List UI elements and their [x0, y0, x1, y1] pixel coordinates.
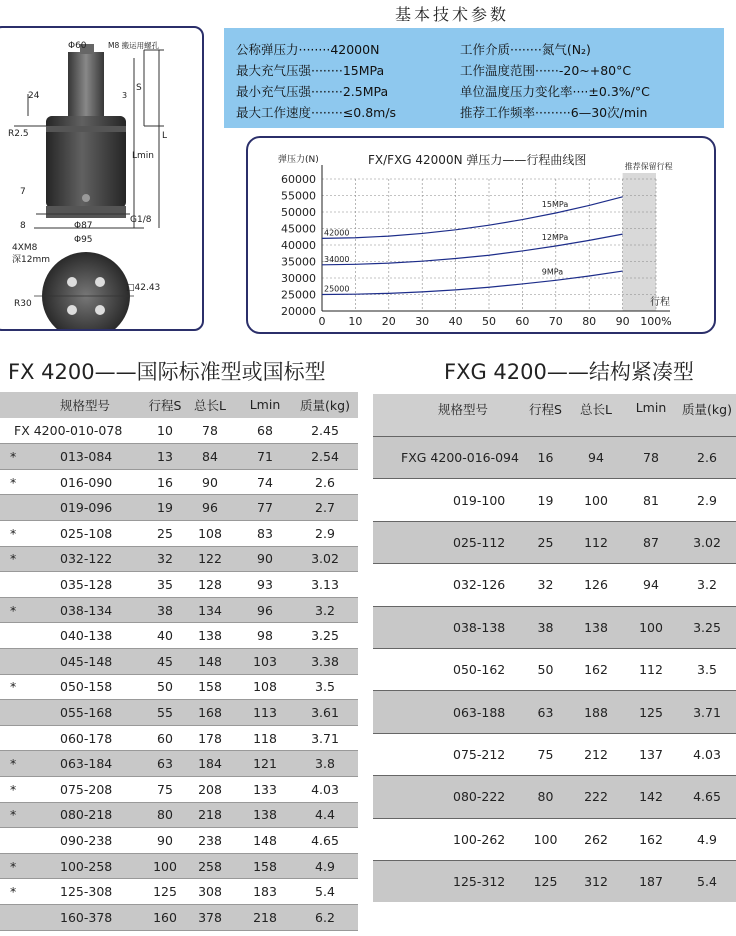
cell-l: 138 [584, 619, 608, 635]
table-row [0, 419, 358, 445]
cell-kg: 3.71 [693, 704, 721, 720]
cell-model: 032-126 [453, 577, 506, 593]
cell-lmin: 96 [257, 602, 273, 618]
cell-lmin: 138 [253, 807, 277, 823]
spec-item: 单位温度压力变化率····±0.3%/°C [460, 84, 650, 99]
spec-panel [224, 28, 724, 128]
y-tick-label: 40000 [281, 239, 316, 252]
x-tick-label: 100% [640, 315, 672, 328]
cell-lmin: 187 [639, 874, 663, 890]
cell-s: 19 [537, 492, 554, 508]
cell-l: 126 [584, 577, 608, 593]
cell-mark: * [10, 602, 17, 618]
cell-s: 32 [157, 551, 173, 567]
header-cell: 规格型号 [59, 397, 110, 413]
cell-mark: * [10, 474, 17, 490]
cell-lmin: 98 [257, 628, 273, 644]
cell-s: 25 [537, 534, 554, 550]
svg-text:Lmin: Lmin [132, 151, 154, 161]
cell-model: FX 4200-010-078 [14, 423, 123, 439]
cell-lmin: 113 [253, 704, 277, 720]
cell-l: 168 [198, 704, 222, 720]
fx-table-title: FX 4200——国际标准型或国标型 [8, 360, 326, 384]
y-axis-label: 弹压力(N) [278, 155, 319, 165]
series-start-label: 42000 [324, 228, 350, 238]
cell-lmin: 78 [643, 450, 659, 466]
table-row [373, 563, 736, 605]
cell-l: 138 [198, 628, 222, 644]
header-cell: 质量(kg) [300, 397, 350, 413]
header-cell: Lmin [249, 397, 281, 413]
cell-s: 10 [157, 423, 173, 439]
y-tick-label: 30000 [281, 272, 316, 285]
cell-kg: 2.6 [697, 450, 717, 466]
cell-l: 162 [584, 662, 608, 678]
cell-s: 90 [157, 832, 173, 848]
cell-s: 63 [537, 704, 554, 720]
svg-text:R30: R30 [14, 299, 32, 309]
svg-text:8: 8 [20, 221, 26, 231]
cell-lmin: 121 [253, 756, 277, 772]
cell-l: 212 [584, 746, 608, 762]
cell-lmin: 100 [639, 619, 663, 635]
cell-s: 160 [153, 909, 177, 925]
cell-model: 035-128 [60, 576, 113, 592]
cell-s: 60 [157, 730, 173, 746]
cell-lmin: 94 [643, 577, 659, 593]
table-row [0, 726, 358, 752]
y-tick-label: 20000 [281, 305, 316, 318]
cell-lmin: 77 [257, 500, 273, 516]
header-cell: Lmin [635, 400, 667, 415]
cell-mark: * [10, 807, 17, 823]
cell-kg: 3.61 [311, 704, 339, 720]
svg-text:M8 搬运用螺孔: M8 搬运用螺孔 [108, 41, 160, 50]
cell-l: 378 [198, 909, 222, 925]
spec-item: 推荐工作频率·········6—30次/min [460, 105, 648, 120]
cell-model: 016-090 [60, 474, 113, 490]
cell-mark: * [10, 525, 17, 541]
cell-lmin: 83 [257, 525, 273, 541]
cell-s: 16 [537, 450, 554, 466]
cell-kg: 2.9 [315, 525, 335, 541]
cell-kg: 3.02 [311, 551, 339, 567]
reserved-region-label: 推荐保留行程 [624, 162, 673, 171]
cell-s: 25 [157, 525, 173, 541]
cell-lmin: 108 [253, 679, 277, 695]
product-drawing [0, 26, 204, 331]
cell-model: 019-096 [60, 500, 113, 516]
table-row [0, 547, 358, 573]
spec-item: 工作温度范围······-20~+80°C [460, 63, 632, 78]
cell-mark [10, 649, 24, 674]
table-row [0, 470, 358, 496]
cell-kg: 3.25 [311, 628, 339, 644]
table-row [0, 803, 358, 829]
spec-item: 最小充气压强········2.5MPa [236, 84, 389, 99]
cell-lmin: 103 [253, 653, 277, 669]
table-row [0, 905, 358, 931]
cell-l: 112 [584, 534, 608, 550]
cell-s: 125 [533, 874, 558, 890]
cell-kg: 3.5 [315, 679, 335, 695]
x-tick-label: 0 [318, 315, 326, 328]
cell-s: 100 [153, 858, 177, 874]
table-row [373, 436, 736, 478]
cell-kg: 2.6 [315, 474, 335, 490]
cell-l: 308 [198, 884, 222, 900]
fxg-table-title: FXG 4200——结构紧凑型 [444, 360, 694, 384]
chart-title: FX/FXG 42000N 弹压力——行程曲线图 [368, 153, 587, 167]
cell-s: 55 [157, 704, 173, 720]
cell-lmin: 90 [257, 551, 273, 567]
cell-kg: 2.7 [315, 500, 335, 516]
table-row [373, 606, 736, 648]
cell-l: 84 [202, 448, 218, 464]
cell-s: 100 [533, 831, 558, 847]
cell-s: 38 [157, 602, 173, 618]
cell-lmin: 71 [257, 448, 273, 464]
cell-s: 63 [157, 756, 173, 772]
table-row [0, 572, 358, 598]
cell-lmin: 74 [257, 474, 273, 490]
x-tick-label: 80 [582, 315, 597, 328]
cell-mark [10, 726, 24, 751]
cell-model: 038-134 [60, 602, 113, 618]
series-start-label: 25000 [324, 284, 350, 294]
cell-l: 262 [584, 831, 608, 847]
table-row [0, 623, 358, 649]
cell-s: 45 [157, 653, 173, 669]
cell-l: 90 [202, 474, 218, 490]
y-tick-label: 25000 [281, 288, 316, 302]
cell-l: 258 [198, 858, 222, 874]
cell-kg: 3.8 [315, 756, 335, 772]
svg-text:4XM8: 4XM8 [12, 243, 38, 253]
header-cell: 质量(kg) [682, 402, 732, 417]
table-row [0, 700, 358, 726]
x-tick-label: 90 [615, 315, 630, 328]
table-row [0, 777, 358, 803]
cell-mark [10, 495, 24, 520]
cell-mark: * [10, 884, 17, 900]
cell-model: 019-100 [453, 492, 506, 508]
cell-l: 178 [198, 730, 222, 746]
cell-kg: 3.13 [311, 576, 339, 592]
table-row [373, 860, 736, 902]
y-tick-label: 60000 [281, 173, 316, 186]
x-axis-label: 行程 [650, 297, 670, 308]
svg-text:3: 3 [122, 91, 128, 100]
table-row [0, 444, 358, 470]
cell-model: 080-222 [453, 789, 506, 805]
cell-model: 125-312 [453, 874, 506, 890]
cell-l: 134 [198, 602, 222, 618]
cell-s: 19 [157, 500, 173, 516]
cell-kg: 3.71 [311, 730, 339, 746]
table-row [373, 521, 736, 563]
table-row [373, 648, 736, 690]
x-tick-label: 50 [482, 315, 496, 328]
reserved-stroke-region [623, 173, 656, 311]
cell-l: 122 [198, 551, 222, 567]
table-row [0, 675, 358, 701]
fx-table [0, 392, 358, 930]
cell-model: 160-378 [60, 909, 113, 925]
cell-model: FXG 4200-016-094 [401, 450, 519, 466]
y-tick-label: 45000 [281, 222, 316, 236]
cell-model: 060-178 [60, 730, 113, 746]
cell-lmin: 93 [257, 576, 273, 592]
cell-lmin: 133 [253, 781, 277, 797]
cell-kg: 3.2 [697, 577, 717, 593]
cell-lmin: 87 [643, 534, 659, 550]
cell-s: 32 [537, 577, 554, 593]
cell-mark: * [10, 781, 17, 797]
svg-text:Φ95: Φ95 [74, 235, 93, 245]
table-row [373, 775, 736, 817]
cell-kg: 3.38 [311, 653, 339, 669]
cell-l: 218 [198, 807, 222, 823]
header-cell: 规格型号 [437, 402, 488, 417]
header-cell: 总长L [580, 402, 612, 417]
svg-text:S: S [136, 83, 142, 93]
table-row [0, 751, 358, 777]
cell-lmin: 112 [639, 662, 663, 678]
svg-text:7: 7 [20, 187, 26, 197]
cell-kg: 2.54 [311, 448, 339, 464]
spec-item: 最大工作速度········≤0.8m/s [236, 105, 397, 120]
table-row [0, 828, 358, 854]
cell-lmin: 81 [643, 492, 659, 508]
force-stroke-chart [246, 136, 716, 334]
x-tick-label: 70 [548, 315, 563, 328]
cell-model: 055-168 [60, 704, 113, 720]
table-row [0, 495, 358, 521]
y-tick-label: 35000 [281, 255, 316, 269]
cell-model: 075-208 [60, 781, 113, 797]
chart-svg [248, 138, 714, 332]
cell-kg: 3.02 [693, 534, 721, 550]
cell-mark: * [10, 679, 17, 695]
x-tick-label: 30 [415, 315, 430, 328]
series-line [322, 234, 623, 265]
cell-l: 208 [198, 781, 222, 797]
cell-s: 38 [537, 619, 554, 635]
cell-kg: 3.2 [315, 602, 335, 618]
cell-mark: * [10, 448, 17, 464]
cell-l: 148 [198, 653, 222, 669]
cell-model: 063-184 [60, 756, 113, 772]
x-tick-label: 40 [448, 315, 463, 328]
series-name-label: 12MPa [541, 232, 569, 242]
cell-mark [10, 905, 24, 930]
cell-kg: 4.03 [311, 781, 339, 797]
cell-lmin: 68 [257, 423, 273, 439]
cell-model: 050-162 [453, 662, 506, 678]
cell-l: 184 [198, 756, 222, 772]
svg-text:Φ87: Φ87 [74, 221, 93, 231]
cell-lmin: 183 [253, 884, 277, 900]
cell-lmin: 148 [253, 832, 277, 848]
svg-text:L: L [162, 131, 168, 141]
cell-lmin: 137 [639, 746, 663, 762]
cell-mark [10, 623, 24, 648]
cell-model: 100-262 [453, 831, 506, 847]
cell-l: 100 [584, 492, 608, 508]
fxg-table [373, 394, 736, 902]
cell-l: 96 [202, 500, 218, 516]
x-tick-label: 10 [348, 315, 363, 328]
header-cell: 总长L [194, 397, 226, 413]
table-row [373, 733, 736, 775]
cell-model: 038-138 [453, 619, 506, 635]
cell-mark: * [10, 551, 17, 567]
gas-spring-drawing [0, 28, 204, 331]
cell-s: 75 [157, 781, 173, 797]
cell-mark: * [10, 756, 17, 772]
cell-kg: 2.9 [697, 492, 717, 508]
cell-s: 50 [157, 679, 173, 695]
cell-mark [10, 700, 24, 725]
cell-lmin: 125 [639, 704, 663, 720]
cell-lmin: 158 [253, 858, 277, 874]
svg-text:24: 24 [28, 91, 40, 101]
cell-kg: 4.03 [693, 746, 721, 762]
cell-model: 013-084 [60, 448, 113, 464]
spec-item: 公称弹压力········42000N [236, 42, 380, 57]
series-line [322, 271, 623, 294]
cell-mark [10, 572, 24, 597]
cell-s: 13 [157, 448, 173, 464]
cell-s: 40 [157, 628, 173, 644]
svg-text:R2.5: R2.5 [8, 129, 29, 139]
cell-l: 222 [584, 789, 608, 805]
cell-s: 125 [153, 884, 177, 900]
cell-kg: 4.65 [311, 832, 339, 848]
cell-l: 158 [198, 679, 222, 695]
y-tick-label: 50000 [281, 206, 316, 219]
table-header [0, 392, 358, 418]
cell-model: 045-148 [60, 653, 113, 669]
cell-kg: 5.4 [315, 884, 335, 900]
cell-kg: 6.2 [315, 909, 335, 925]
cell-kg: 5.4 [697, 874, 717, 890]
cell-model: 090-238 [60, 832, 113, 848]
cell-kg: 3.25 [693, 619, 721, 635]
cell-model: 032-122 [60, 551, 113, 567]
cell-lmin: 142 [639, 789, 663, 805]
cell-model: 080-218 [60, 807, 113, 823]
table-row [373, 478, 736, 520]
cell-model: 050-158 [60, 679, 113, 695]
y-tick-label: 55000 [281, 189, 316, 203]
cell-s: 80 [157, 807, 173, 823]
cell-lmin: 118 [253, 730, 277, 746]
svg-text:深12mm: 深12mm [12, 255, 50, 265]
table-row [0, 521, 358, 547]
spec-item: 工作介质········氮气(N₂) [460, 42, 591, 57]
cell-l: 238 [198, 832, 222, 848]
cell-s: 75 [537, 746, 554, 762]
table-row [0, 854, 358, 880]
series-name-label: 9MPa [541, 267, 564, 277]
table-row [0, 879, 358, 905]
dim-label-top: Φ60 [68, 41, 87, 51]
svg-text:G1/8: G1/8 [130, 215, 152, 225]
cell-s: 16 [157, 474, 173, 490]
x-tick-label: 20 [381, 315, 396, 328]
spec-item: 最大充气压强········15MPa [236, 63, 385, 78]
series-start-label: 34000 [324, 254, 350, 264]
header-cell: 行程S [148, 397, 182, 413]
cell-model: 063-188 [453, 704, 506, 720]
series-name-label: 15MPa [541, 199, 569, 209]
cell-model: 025-112 [453, 534, 506, 550]
cell-s: 80 [537, 789, 554, 805]
cell-model: 100-258 [60, 858, 113, 874]
cell-kg: 3.5 [697, 662, 717, 678]
cell-s: 50 [537, 662, 554, 678]
cell-l: 128 [198, 576, 222, 592]
cell-mark: * [10, 858, 17, 874]
cell-l: 108 [198, 525, 222, 541]
cell-mark [10, 828, 24, 853]
svg-text:□42.43: □42.43 [126, 283, 161, 293]
cell-l: 94 [588, 450, 604, 466]
header-cell: 行程S [529, 402, 562, 417]
x-tick-label: 60 [515, 315, 530, 328]
cell-model: 075-212 [453, 746, 506, 762]
cell-model: 125-308 [60, 884, 113, 900]
cell-l: 188 [584, 704, 608, 720]
table-header [373, 394, 736, 436]
bottom-view [42, 252, 130, 331]
cell-model: 025-108 [60, 525, 113, 541]
cell-l: 78 [202, 423, 218, 439]
cell-kg: 4.4 [315, 807, 335, 823]
cell-kg: 4.65 [693, 789, 721, 805]
table-row [373, 690, 736, 732]
cell-kg: 2.45 [311, 423, 339, 439]
table-row [373, 818, 736, 860]
table-row [0, 649, 358, 675]
cell-l: 312 [584, 874, 608, 890]
series-line [322, 197, 623, 239]
cell-lmin: 218 [253, 909, 277, 925]
cell-kg: 4.9 [697, 831, 717, 847]
cell-model: 040-138 [60, 628, 113, 644]
cell-lmin: 162 [639, 831, 663, 847]
table-row [0, 598, 358, 624]
cell-s: 35 [157, 576, 173, 592]
cell-kg: 4.9 [315, 858, 335, 874]
page-title: 基本技术参数 [395, 5, 510, 24]
